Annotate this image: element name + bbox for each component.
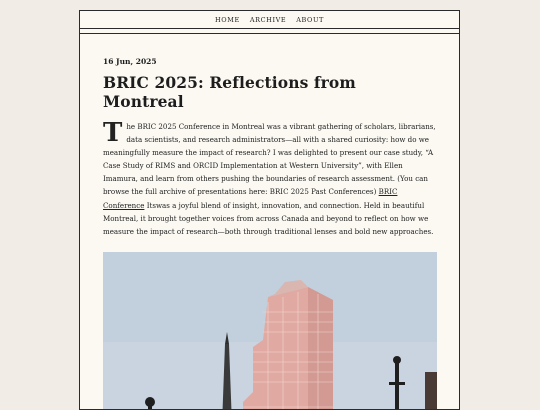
post-date: 16 Jun, 2025 [103,57,157,66]
post-body [103,120,436,238]
post-content [80,57,459,410]
nav-divider [80,29,459,34]
nav-archive-link[interactable]: ARCHIVE [249,15,287,24]
blog-card [79,10,460,410]
top-nav [80,11,459,29]
post-text-part-2: Itswas a joyful blend of insight, innovation, and connection. Held in beautiful Montreal, it brought together voices from across Canada and beyond to reflect on how we measure the impact of research—both through traditional lenses and bold new approaches. [103,200,434,236]
post-text-part-1: he BRIC 2025 Conference in Montreal was a vibrant gathering of scholars, librarians, data scientists, and research administrators—all with a shared curiosity: how do we meaningfully measure the impact of research? I was delighted to present our case study, “A Case Study of RIMS and ORCID Implementation at Western University”, with Ellen Imamura, and learn from others pushing the boundaries of research assessment. (You can browse the full archive of presentations here: BRIC 2025 Past Conferences) [103,122,436,197]
montreal-skyline-photo [103,252,437,410]
nav-about-link[interactable]: ABOUT [296,15,324,24]
nav-home-link[interactable]: HOME [215,15,240,24]
post-title: BRIC 2025: Reflections from Montreal [103,73,356,111]
drop-cap: T [103,118,123,148]
bric-conference-link[interactable]: BRIC Conference [103,187,398,210]
